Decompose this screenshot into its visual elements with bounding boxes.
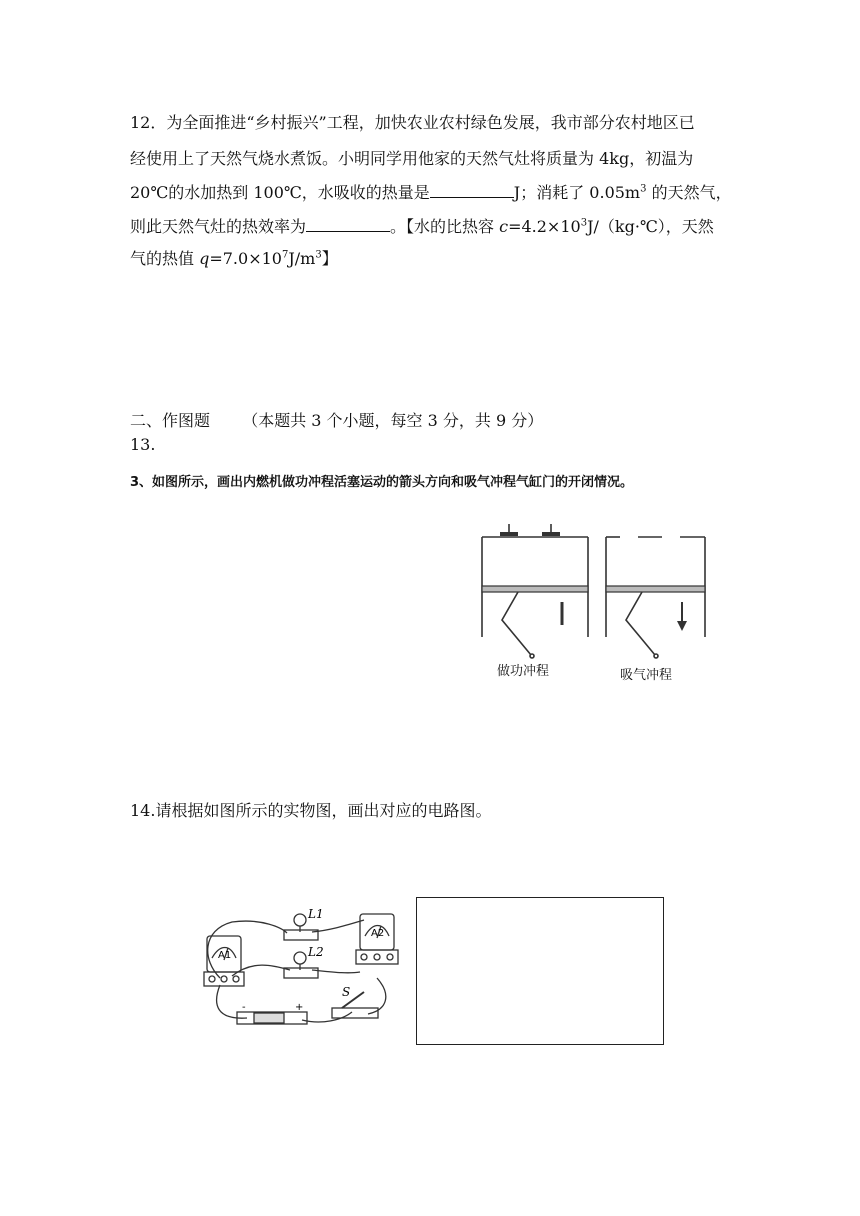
label-l2: L2 — [308, 945, 324, 959]
closed-valve-right — [542, 532, 560, 536]
bulb-l2 — [294, 952, 306, 964]
section-heading: 二、作图题 （本题共 3 个小题，每空 3 分，共 9 分） — [130, 411, 544, 430]
intake-stroke-cylinder — [606, 537, 705, 658]
q12-line3: 20℃的水加热到 100℃，水吸收的热量是 J；消耗了 $0.05m^3$ 的天然气， — [130, 183, 732, 202]
q13-number: 13. — [130, 435, 156, 454]
intake-stroke-caption: 吸气冲程 — [620, 668, 673, 683]
power-stroke-caption: 做功冲程 — [497, 664, 550, 679]
power-stroke-cylinder — [482, 524, 588, 658]
arrow-down-icon — [677, 621, 687, 631]
q14-prompt: 14.请根据如图所示的实物图，画出对应的电路图。 — [130, 801, 492, 820]
circuit-figure — [192, 900, 402, 1040]
q12-line1: 12．为全面推进“乡村振兴”工程，加快农业农村绿色发展，我市部分农村地区已 — [130, 113, 695, 132]
label-a2: A2 — [371, 928, 385, 939]
q12-line5: 气的热值 $q=7.0\times 10^7J/m^3$】 — [130, 249, 338, 268]
label-a1: A1 — [218, 950, 232, 961]
answer-blank-heat[interactable] — [430, 183, 514, 198]
answer-blank-efficiency[interactable] — [306, 217, 390, 232]
label-minus: - — [242, 1002, 246, 1013]
piston — [482, 586, 588, 592]
q12-line2: 经使用上了天然气烧水煮饭。小明同学用他家的天然气灶将质量为 4kg，初温为 — [130, 149, 694, 168]
answer-drawing-box[interactable] — [416, 897, 664, 1045]
q12-line4: 则此天然气灶的热效率为 。【水的比热容 $c=4.2\times 10^3J/(kg\cdot℃)$，天然 — [130, 217, 714, 236]
closed-valve-left — [500, 532, 518, 536]
bulb-l1 — [294, 914, 306, 926]
label-plus: + — [295, 1002, 304, 1013]
label-s: S — [342, 985, 351, 999]
label-l1: L1 — [308, 907, 324, 921]
q13-prompt: 3、如图所示，画出内燃机做功冲程活塞运动的箭头方向和吸气冲程气缸门的开闭情况。 — [130, 475, 634, 490]
